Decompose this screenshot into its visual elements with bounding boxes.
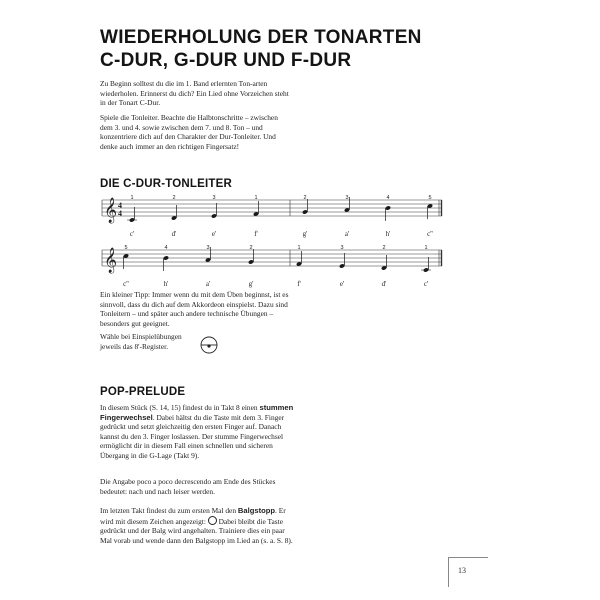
- fingering-number: 5: [428, 195, 432, 201]
- note-name-label: c'': [427, 230, 433, 238]
- descending-scale-staff: [96, 240, 448, 288]
- fingering-number: 3: [212, 195, 216, 201]
- note-name-label: c': [423, 280, 429, 288]
- fingering-number: 1: [297, 245, 301, 251]
- note-name-label: f': [254, 230, 258, 238]
- treble-clef-icon: 𝄞: [104, 248, 118, 273]
- intro-paragraph-1: Zu Beginn solltest du die im 1. Band erlernten Ton-arten wiederholen. Erinnerst du dich? Ein Lied ohne Vorzeichen steht in der Tonart C-Dur.: [100, 79, 289, 108]
- tip-paragraph-1: Ein kleiner Tipp: Immer wenn du mit dem Üben beginnst, ist es sinnvoll, dass du dich auf dem Akkordeon einspielst. Dazu sind Tonleitern – und später auch andere technische Übungen – besonders gut geeignet.: [100, 290, 289, 328]
- note-name-label: a': [205, 280, 211, 288]
- prelude-p3-bold: Balgstopp: [237, 506, 276, 515]
- prelude-p1-bold: stummen Fingerwechsel: [100, 403, 294, 422]
- staff-lines: [102, 200, 442, 216]
- fingering-number: 4: [164, 245, 168, 251]
- fingering-number: 1: [424, 245, 428, 251]
- page-corner-vertical-rule: [448, 557, 449, 587]
- note-name-label: g': [248, 280, 254, 288]
- fingering-number: 2: [382, 245, 386, 251]
- fingering-number: 2: [249, 245, 253, 251]
- note-name-label: d': [171, 230, 177, 238]
- fingering-number: 3: [345, 195, 349, 201]
- prelude-paragraph-3: [100, 506, 295, 545]
- prelude-paragraph-2: Die Angabe poco a poco decrescendo am Ende des Stückes bedeutet: nach und nach leiser werden.: [100, 477, 276, 496]
- tip-paragraph-2: Wähle bei Einspielübungen jeweils das 8'-Register.: [100, 332, 182, 351]
- fingering-number: 1: [130, 195, 134, 201]
- prelude-p1-text-a: In diesem Stück (S. 14, 15) findest du in Takt 8 einen: [100, 403, 260, 412]
- prelude-p3-text-c: Dabei bleibt die Taste gedrückt und der Balg wird angehalten. Trainiere dies ein paar Mal vorab und wende dann den Balgstopp im Lied an (s. a. S. 8).: [100, 516, 293, 545]
- fingering-number: 2: [303, 195, 307, 201]
- fingering-number: 1: [254, 195, 258, 201]
- prelude-p3-text-a: Im letzten Takt findest du zum ersten Mal den: [100, 506, 238, 515]
- note-name-label: c'': [123, 280, 129, 288]
- note-name-label: h': [385, 230, 391, 238]
- fingering-number: 5: [124, 245, 128, 251]
- note-name-label: g': [302, 230, 308, 238]
- prelude-paragraph-1: [100, 403, 295, 461]
- note-name-label: e': [339, 280, 345, 288]
- prelude-heading: POP-PRELUDE: [100, 386, 186, 398]
- staff-lines: [102, 250, 442, 266]
- time-signature-top: 4: [118, 201, 122, 210]
- bellows-stop-icon: [208, 516, 217, 525]
- page-corner-horizontal-rule: [448, 557, 488, 558]
- note-name-label: f': [297, 280, 301, 288]
- intro-paragraph-2: Spiele die Tonleiter. Beachte die Halbtonschritte – zwischen dem 3. und 4. sowie zwischen dem 7. und 8. Ton – und konzentriere dich auf den Charakter der Dur-Tonleiter. Und denke auch immer an den richtigen Fingersatz!: [100, 113, 278, 151]
- time-signature-bottom: 4: [118, 209, 122, 218]
- page-title: [100, 26, 422, 72]
- page-title-line-1: WIEDERHOLUNG DER TONARTEN: [100, 27, 422, 48]
- fingering-number: 3: [206, 245, 210, 251]
- ascending-scale-staff: [96, 192, 448, 240]
- note-name-label: c': [129, 230, 135, 238]
- page-title-line-2: C-DUR, G-DUR UND F-DUR: [100, 50, 352, 71]
- fingering-number: 2: [172, 195, 176, 201]
- register-8-foot-icon: [200, 336, 218, 354]
- scale-heading: DIE C-DUR-TONLEITER: [100, 178, 233, 190]
- note-name-label: a': [344, 230, 350, 238]
- fingering-number: 4: [386, 195, 390, 201]
- fingering-number: 3: [340, 245, 344, 251]
- note-name-label: d': [381, 280, 387, 288]
- prelude-p1-text-b: . Dabei hältst du die Taste mit dem 3. Finger gedrückt und setzt gleichzeitig den ersten Finger auf. Danach kannst du den 3. Finger loslassen. Der stumme Fingerwechsel ermöglicht dir in diesem Fall einen schnellen und sicheren Übergang in die G-Lage (Takt 9).: [100, 412, 285, 460]
- page-number: 13: [458, 566, 466, 575]
- note-name-label: e': [211, 230, 217, 238]
- treble-clef-icon: 𝄞: [104, 198, 118, 223]
- prelude-p3-text-b: . Er wird mit diesem Zeichen angezeigt:: [100, 506, 286, 526]
- note-name-label: h': [163, 280, 169, 288]
